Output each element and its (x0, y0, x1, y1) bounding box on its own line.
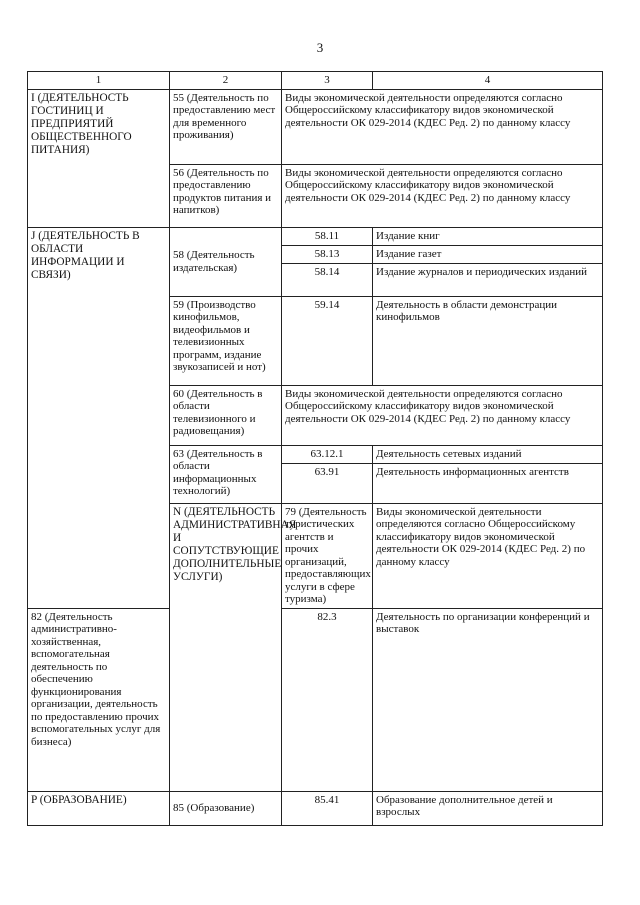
code-58-11: 58.11 (282, 227, 373, 245)
code-85-41: 85.41 (282, 791, 373, 825)
group-58: 58 (Деятельность издательская) (170, 227, 282, 296)
header-col-4: 4 (373, 72, 603, 90)
header-col-2: 2 (170, 72, 282, 90)
table-row (28, 791, 603, 825)
code-63-12-1: 63.12.1 (282, 445, 373, 463)
desc-58-13: Издание газет (373, 245, 603, 263)
table-row (28, 89, 603, 164)
group-79: 79 (Деятельность туристических агентств и прочих организаций, предоставляющих услуги в сфере туризма) (282, 503, 373, 608)
section-i-title: I (ДЕЯТЕЛЬНОСТЬ ГОСТИНИЦ И ПРЕДПРИЯТИЙ ОБЩЕСТВЕННОГО ПИТАНИЯ) (28, 89, 170, 227)
activity-table (27, 71, 603, 826)
group-85: 85 (Образование) (170, 791, 282, 825)
code-59-14: 59.14 (282, 296, 373, 385)
section-n-title: N (ДЕЯТЕЛЬНОСТЬ АДМИНИСТРАТИВНАЯ И СОПУТСТВУЮЩИЕ ДОПОЛНИТЕЛЬНЫЕ УСЛУГИ) (170, 503, 282, 791)
group-60: 60 (Деятельность в области телевизионного и радиовещания) (170, 385, 282, 445)
section-j-title: J (ДЕЯТЕЛЬНОСТЬ В ОБЛАСТИ ИНФОРМАЦИИ И СВЯЗИ) (28, 227, 170, 608)
header-col-1: 1 (28, 72, 170, 90)
desc-63-12-1: Деятельность сетевых изданий (373, 445, 603, 463)
group-63: 63 (Деятельность в области информационных технологий) (170, 445, 282, 503)
code-63-91: 63.91 (282, 463, 373, 503)
desc-85-41: Образование дополнительное детей и взрослых (373, 791, 603, 825)
group-55-note: Виды экономической деятельности определяются согласно Общероссийскому классификатору видов экономической деятельности ОК 029-2014 (КДЕС Ред. 2) по данному классу (282, 89, 603, 164)
table-row (28, 227, 603, 245)
section-p-title: P (ОБРАЗОВАНИЕ) (28, 791, 170, 825)
code-82-3: 82.3 (282, 608, 373, 791)
desc-82-3: Деятельность по организации конференций и выставок (373, 608, 603, 791)
group-82: 82 (Деятельность административно-хозяйственная, вспомогательная деятельность по обеспечению функционирования организации, деятельность по предоставлению прочих вспомогательных услуг для бизнеса) (28, 608, 170, 791)
code-58-13: 58.13 (282, 245, 373, 263)
desc-59-14: Деятельность в области демонстрации кинофильмов (373, 296, 603, 385)
table-row (28, 608, 603, 791)
header-col-3: 3 (282, 72, 373, 90)
group-79-note: Виды экономической деятельности определяются согласно Общероссийскому классификатору видов экономической деятельности ОК 029-2014 (КДЕС Ред. 2) по данному классу (373, 503, 603, 608)
group-60-note: Виды экономической деятельности определяются согласно Общероссийскому классификатору видов экономической деятельности ОК 029-2014 (КДЕС Ред. 2) по данному классу (282, 385, 603, 445)
group-55: 55 (Деятельность по предоставлению мест для временного проживания) (170, 89, 282, 164)
desc-58-14: Издание журналов и периодических изданий (373, 263, 603, 296)
desc-58-11: Издание книг (373, 227, 603, 245)
header-row (28, 72, 603, 90)
group-56: 56 (Деятельность по предоставлению продуктов питания и напитков) (170, 164, 282, 227)
desc-63-91: Деятельность информационных агентств (373, 463, 603, 503)
group-59: 59 (Производство кинофильмов, видеофильмов и телевизионных программ, издание звукозаписей и нот) (170, 296, 282, 385)
group-56-note: Виды экономической деятельности определяются согласно Общероссийскому классификатору видов экономической деятельности ОК 029-2014 (КДЕС Ред. 2) по данному классу (282, 164, 603, 227)
page-number: 3 (316, 40, 324, 55)
code-58-14: 58.14 (282, 263, 373, 296)
